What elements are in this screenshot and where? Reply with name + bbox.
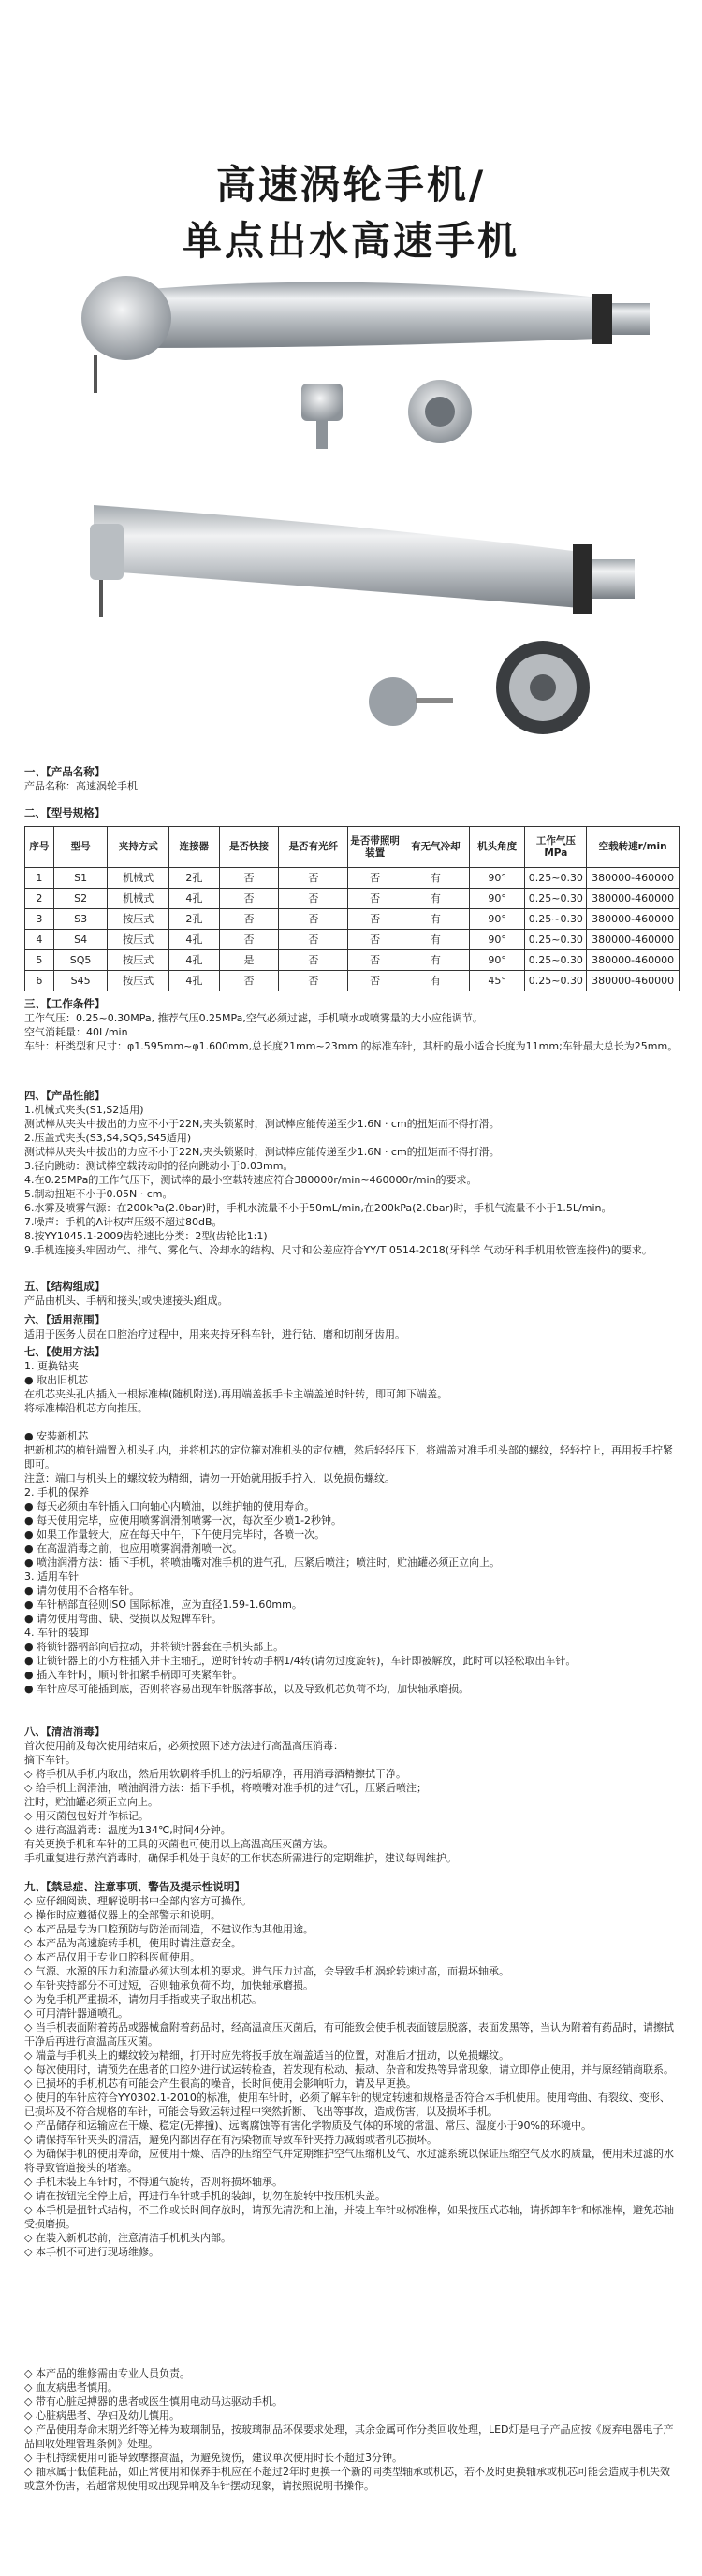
cell: 0.25~0.30 [525, 950, 587, 971]
sec7-line: ● 喷油润滑方法：插下手机，将喷油嘴对准手机的进气孔，压紧后喷注；喷注时，贮油罐必须正立向上。 [24, 1556, 501, 1569]
sec6-text: 适用于医务人员在口腔治疗过程中，用来夹持牙科车针，进行钻、磨和切削牙齿用。 [24, 1328, 405, 1340]
bur-stub-2 [99, 580, 103, 617]
spec-table-header [25, 827, 680, 868]
cell: 90° [469, 889, 525, 909]
cartridge-part-2 [408, 380, 472, 443]
cell: 380000-460000 [587, 950, 680, 971]
sec9-line: ◇ 车针夹持部分不可过短，否则轴承负荷不均，加快轴承磨损。 [24, 1979, 314, 1991]
cell: 90° [469, 930, 525, 950]
th-light: 是否带照明装置 [348, 827, 402, 868]
bur-stub [94, 355, 97, 393]
cell: 3 [25, 909, 54, 930]
cell: 有 [402, 868, 469, 889]
sec9-line: ◇ 本手机是扭针式结构，不工作或长时间存放时，请预先清洗和上油，并装上车针或标准棒，如果按压式芯轴，请拆卸车针和标准棒，避免芯轴受损磨损。 [24, 2204, 674, 2230]
sec7-spacer [24, 1415, 680, 1429]
sec6-heading: 六、【适用范围】 [24, 1313, 106, 1326]
cell: 4孔 [169, 971, 219, 991]
cell: 2 [25, 889, 54, 909]
cell: 0.25~0.30 [525, 868, 587, 889]
cell: 按压式 [108, 950, 169, 971]
cartridge-detail [369, 677, 453, 726]
th-quick: 是否快接 [219, 827, 279, 868]
sec7-line: ● 请勿使用不合格车针。 [24, 1585, 140, 1597]
sec3-heading: 三、【工作条件】 [24, 997, 106, 1010]
sec9-line: ◇ 已损坏的手机机芯有可能会产生很高的噪音，长时间使用会影响听力，请及早更换。 [24, 2077, 417, 2090]
cell: 有 [402, 930, 469, 950]
section-spec [24, 801, 680, 991]
cell: S4 [53, 930, 108, 950]
cell: 0.25~0.30 [525, 971, 587, 991]
sec9-line: ◇ 请保持车针夹头的清洁，避免内部因存在有污染物而导致车针夹持力减弱或者机芯损坏。 [24, 2134, 437, 2146]
sec7-line: ● 插入车针时，顺时针扣紧手柄即可夹紧车针。 [24, 1669, 243, 1681]
sec3-line: 工作气压：0.25~0.30MPa, 推荐气压0.25MPa,空气必须过滤，手机喷水或喷雾量的大小应能调节。 [24, 1012, 483, 1024]
cell: 否 [348, 930, 402, 950]
sec9-line: ◇ 本手机不可进行现场维修。 [24, 2246, 159, 2258]
sec7-line: 1. 更换钻夹 [24, 1360, 79, 1372]
cartridge-part-1 [301, 384, 343, 449]
handpiece-head [81, 276, 171, 360]
table-row [25, 950, 680, 971]
sec9-line: ◇ 可用清针器通喷孔。 [24, 2007, 128, 2019]
spec-table [24, 826, 680, 991]
sec9-line: ◇ 本产品仅用于专业口腔科医师使用。 [24, 1951, 200, 1963]
sec8-line: 手机重复进行蒸汽消毒时，确保手机处于良好的工作状态所需进行的定期维护，建议每周维护。 [24, 1852, 457, 1864]
section-structure [24, 1274, 680, 1341]
cell: 6 [25, 971, 54, 991]
sec7-line: ● 如果工作量较大，应在每天中午，下午使用完毕时，各喷一次。 [24, 1528, 326, 1541]
sec8-line: 摘下车针。 [24, 1754, 76, 1766]
cell: 否 [279, 889, 348, 909]
cell: 机械式 [108, 868, 169, 889]
sec9-line: ◇ 操作时应遵循仪器上的全部警示和说明。 [24, 1909, 221, 1921]
sec9-line: ◇ 本产品是专为口腔预防与防治而制造，不建议作为其他用途。 [24, 1923, 314, 1935]
sec8-line: ◇ 进行高温消毒：温度为134℃,时间4分钟。 [24, 1824, 231, 1836]
connector-end [612, 303, 650, 335]
th-connector: 连接器 [169, 827, 219, 868]
sec9-line: ◇ 使用的车针应符合YY0302.1-2010的标准，使用车针时，必须了解车针的规定转速和规格是否符合本手机使用。使用弯曲、有裂纹、变形、已损坏及不符合规格的车针，可能会导致运转过程中突然折断、飞出等事故，造成伤害，以及损坏手机。 [24, 2091, 670, 2118]
cell: 380000-460000 [587, 930, 680, 950]
cell: SQ5 [53, 950, 108, 971]
sec10-line: ◇ 本产品的维修需由专业人员负责。 [24, 2367, 190, 2380]
cell: 1 [25, 868, 54, 889]
cell: 0.25~0.30 [525, 889, 587, 909]
cell: 否 [219, 909, 279, 930]
sec4-line: 7.噪声：手机的A计权声压级不超过80dB。 [24, 1216, 223, 1228]
sec9-line: ◇ 每次使用时，请预先在患者的口腔外进行试运转检查，若发现有松动、振动、杂音和发热等异常现象，请立即停止使用，并与原经销商联系。 [24, 2063, 674, 2076]
sec4-line: 3.径向跳动：测试棒空载转动时的径向跳动小于0.03mm。 [24, 1160, 294, 1172]
section-cleaning [24, 1719, 680, 1865]
handle-body-2 [94, 505, 580, 608]
sec7-line: 把新机芯的植针端置入机头孔内，并将机芯的定位箍对准机头的定位槽，然后轻轻压下，将端盖对准手机头部的螺纹，轻轻拧上，再用扳手拧紧即可。 [24, 1444, 673, 1470]
section-warnings [24, 1874, 680, 2259]
cell: 否 [348, 909, 402, 930]
cell: S1 [53, 868, 108, 889]
cell: S3 [53, 909, 108, 930]
cell: S45 [53, 971, 108, 991]
sec9-line: ◇ 应仔细阅读、理解说明书中全部内容方可操作。 [24, 1895, 252, 1907]
cell: 否 [348, 889, 402, 909]
sec7-line: ● 请勿使用弯曲、缺、受损以及短牌车针。 [24, 1613, 223, 1625]
cell: 90° [469, 868, 525, 889]
cell: 0.25~0.30 [525, 930, 587, 950]
sec7-line: 4. 车针的装卸 [24, 1627, 89, 1639]
sec3-line: 车针：杆类型和尺寸：φ1.595mm~φ1.600mm,总长度21mm~23mm 的标准车针，其杆的最小适合长度为11mm;车针最大总长为25mm。 [24, 1040, 679, 1052]
sec4-heading: 四、【产品性能】 [24, 1089, 106, 1102]
cell: 90° [469, 950, 525, 971]
cell: 有 [402, 889, 469, 909]
sec7-line: 2. 手机的保养 [24, 1486, 89, 1498]
th-model: 型号 [53, 827, 108, 868]
cell: 90° [469, 909, 525, 930]
section-additional-notes [24, 2366, 680, 2493]
sec10-line: ◇ 轴承属于低值耗品，如正常使用和保养手机应在不超过2年时更换一个新的同类型轴承或机芯，若不及时更换轴承或机芯可能会造成手机失效或意外伤害，若超常规使用或出现异响及车针摆动现象，请按照说明书操作。 [24, 2466, 670, 2492]
cell: 按压式 [108, 971, 169, 991]
th-speed: 空载转速r/min [587, 827, 680, 868]
sec4-line: 8.按YY1045.1-2009齿轮速比分类：2型(齿轮比1:1) [24, 1230, 268, 1242]
sec9-line: ◇ 产品储存和运输应在干燥、稳定(无摔撞)、远离腐蚀等有害化学物质及气体的环境的常温、常压、湿度小于90%的环境中。 [24, 2120, 592, 2132]
sec9-line: ◇ 端盖与手机头上的螺纹较为精细，打开时应先将扳手放在端盖适当的位置，对准后才扭动，以免损螺纹。 [24, 2049, 509, 2062]
cell: 否 [279, 930, 348, 950]
cell: 否 [348, 868, 402, 889]
sec9-line: ◇ 为确保手机的使用寿命，应使用干燥、洁净的压缩空气并定期维护空气压缩机及气、水过滤系统以保证压缩空气及水的质量，使用未过滤的水将导致管道接头的堵塞。 [24, 2148, 674, 2174]
sec4-line: 1.机械式夹头(S1,S2适用) [24, 1104, 144, 1116]
cell: 否 [348, 950, 402, 971]
handle-body [140, 282, 599, 348]
sec7-line: ● 车针应尽可能插到底，否则将容易出现车针脱落事故，以及导致机芯负荷不均，加快轴承磨损。 [24, 1683, 470, 1695]
cell: 45° [469, 971, 525, 991]
sec9-line: ◇ 请在按钮完全停止后，再进行车针或手机的装卸，切勿在旋转中按压机头盖。 [24, 2190, 386, 2202]
sec4-line: 2.压盖式夹头(S3,S4,SQ5,S45适用) [24, 1132, 192, 1144]
table-row [25, 868, 680, 889]
th-fiber: 是否有光纤 [279, 827, 348, 868]
cell: 否 [348, 971, 402, 991]
cell: 否 [219, 971, 279, 991]
connector-end-2 [592, 559, 635, 599]
sec3-line: 空气消耗量：40L/min [24, 1026, 128, 1038]
page-title-line1: 高速涡轮手机/ [215, 162, 487, 208]
cell: 否 [279, 909, 348, 930]
cell: 有 [402, 971, 469, 991]
cell: 有 [402, 909, 469, 930]
table-row [25, 930, 680, 950]
cell: 380000-460000 [587, 868, 680, 889]
section-usage [24, 1339, 680, 1696]
th-angle: 机头角度 [469, 827, 525, 868]
section-performance [24, 1083, 680, 1257]
sec8-line: ◇ 给手机上润滑油，喷油润滑方法：插下手机，将喷嘴对准手机的进气孔，压紧后喷注； [24, 1782, 427, 1794]
cell: 是 [219, 950, 279, 971]
section-product-name [24, 760, 680, 793]
th-no: 序号 [25, 827, 54, 868]
sec9-line: ◇ 在装入新机芯前，注意清洁手机机头内部。 [24, 2232, 231, 2244]
cell: 机械式 [108, 889, 169, 909]
sec8-line: ◇ 用灭菌包包好并作标记。 [24, 1810, 149, 1822]
head-block [90, 524, 124, 580]
sec10-line: ◇ 血友病患者慎用。 [24, 2381, 118, 2394]
connector-ring-2 [573, 544, 592, 614]
sec1-heading: 一、【产品名称】 [24, 765, 106, 778]
th-clamp: 夹持方式 [108, 827, 169, 868]
sec7-line: ● 让锁针器上的小方柱插入并卡主轴孔，逆时针转动手柄1/4转(请勿过度旋转)，车针即被解放，此时可以轻松取出车针。 [24, 1655, 577, 1667]
sec10-line: ◇ 产品使用寿命末期光纤等光棒为玻璃制品，按玻璃制品环保要求处理，其余金属可作分类回收处理，LED灯是电子产品应按《废弃电器电子产品回收处理管理条例》处理。 [24, 2424, 674, 2450]
sec7-line: 注意：端口与机头上的螺纹较为精细，请勿一开始就用扳手拧入，以免损伤螺纹。 [24, 1472, 395, 1484]
cell: 否 [279, 971, 348, 991]
sec7-line: ● 车针柄部直径则ISO 国际标准，应为直径1.59-1.60mm。 [24, 1599, 302, 1611]
sec9-line: ◇ 为免手机严重损坏，请勿用手指或夹子取出机芯。 [24, 1993, 262, 2005]
sec1-text: 产品名称：高速涡轮手机 [24, 780, 138, 792]
cell: 5 [25, 950, 54, 971]
sec7-line: ● 每天必须由车针插入口向轴心内喷油，以维护轴的使用寿命。 [24, 1500, 315, 1512]
cell: 否 [279, 868, 348, 889]
sec10-line: ◇ 心脏病患者、孕妇及幼儿慎用。 [24, 2410, 180, 2422]
page-title-line2: 单点出水高速手机 [182, 218, 519, 264]
sec4-line: 9.手机连接头牢固动气、排气、雾化气、冷却水的结构、尺寸和公差应符合YY/T 0514-2018(牙科学 气动牙科手机用软管连接件)的要求。 [24, 1244, 652, 1256]
sec8-heading: 八、【清洁消毒】 [24, 1725, 106, 1738]
head-closeup [496, 641, 590, 734]
sec7-line: 3. 适用车针 [24, 1570, 79, 1583]
title-block [0, 157, 702, 269]
cell: 按压式 [108, 930, 169, 950]
sec7-line: 将标准棒沿机芯方向推压。 [24, 1402, 148, 1414]
sec7-line: ● 取出旧机芯 [24, 1374, 89, 1386]
sec8-line: 首次使用前及每次使用结束后，必须按照下述方法进行高温高压消毒： [24, 1740, 344, 1752]
table-row [25, 909, 680, 930]
handpiece-photo-2 [0, 486, 702, 739]
sec7-line: ● 安装新机芯 [24, 1430, 89, 1442]
cell: 按压式 [108, 909, 169, 930]
sec9-line: ◇ 手机未装上车针时，不得通气旋转，否则将损坏轴承。 [24, 2176, 283, 2188]
cell: 380000-460000 [587, 889, 680, 909]
cell: 否 [219, 930, 279, 950]
sec9-line: ◇ 本产品为高速旋转手机，使用时请注意安全。 [24, 1937, 241, 1949]
sec4-line: 6.水雾及喷雾气源：在200kPa(2.0bar)时，手机水流量不小于50mL/min,在200kPa(2.0bar)时，手机气流量不小于1.5L/min。 [24, 1202, 612, 1214]
table-row [25, 971, 680, 991]
sec4-line: 测试棒从夹头中拔出的力应不小于22N,夹头锁紧时，测试棒应能传递至少1.6N · cm的扭矩而不得打滑。 [24, 1146, 500, 1158]
sec10-line: ◇ 手机持续使用可能导致摩擦高温，为避免烫伤，建议单次使用时长不超过3分钟。 [24, 2452, 402, 2464]
sec9-line: ◇ 当手机表面附着药品或器械盒附着药品时，经高温高压灭菌后，有可能致会使手机表面镀层脱落，表面发黑等，当认为附着有药品时，请擦拭干净后再进行高温高压灭菌。 [24, 2021, 674, 2048]
connector-ring [592, 294, 612, 344]
sec8-line: 有关更换手机和车针的工具的灭菌也可使用以上高温高压灭菌方法。 [24, 1838, 333, 1850]
cell: 否 [279, 950, 348, 971]
cell: 4 [25, 930, 54, 950]
sec7-heading: 七、【使用方法】 [24, 1345, 106, 1358]
cell: 2孔 [169, 868, 219, 889]
sec2-heading: 二、【型号规格】 [24, 806, 106, 819]
cell: 否 [219, 889, 279, 909]
sec4-line: 4.在0.25MPa的工作气压下，测试棒的最小空载转速应符合380000r/min~460000r/min的要求。 [24, 1174, 477, 1186]
cell: 否 [219, 868, 279, 889]
th-air-cool: 有无气冷却 [402, 827, 469, 868]
sec8-line: ◇ 将手机从手机内取出，然后用软刷将手机上的污垢刷净，再用消毒酒精擦拭干净。 [24, 1768, 406, 1780]
section-working-conditions [24, 991, 680, 1053]
sec4-line: 测试棒从夹头中拔出的力应不小于22N,夹头锁紧时，测试棒应能传递至少1.6N · cm的扭矩而不得打滑。 [24, 1118, 500, 1130]
handpiece-photo-1 [0, 271, 702, 458]
cell: 4孔 [169, 930, 219, 950]
cell: 2孔 [169, 909, 219, 930]
cell: S2 [53, 889, 108, 909]
cell: 380000-460000 [587, 971, 680, 991]
cell: 4孔 [169, 950, 219, 971]
cell: 有 [402, 950, 469, 971]
sec5-text: 产品由机头、手柄和接头(或快速接头)组成。 [24, 1295, 228, 1307]
sec7-line: ● 在高温消毒之前，也应用喷雾润滑剂喷一次。 [24, 1542, 243, 1555]
sec7-line: 在机芯夹头孔内插入一根标准棒(随机附送),再用端盖扳手卡主端盖逆时针转，即可卸下端盖。 [24, 1388, 448, 1400]
cell: 0.25~0.30 [525, 909, 587, 930]
sec9-heading: 九、【禁忌症、注意事项、警告及提示性说明】 [24, 1880, 245, 1893]
sec4-line: 5.制动扭矩不小于0.05N · cm。 [24, 1188, 173, 1200]
sec8-line: 注时，贮油罐必须正立向上。 [24, 1796, 158, 1808]
th-pressure: 工作气压MPa [525, 827, 587, 868]
sec5-heading: 五、【结构组成】 [24, 1280, 106, 1293]
sec7-line: ● 将锁针器柄部向后拉动，并将锁针器套在手机头部上。 [24, 1641, 285, 1653]
cell: 4孔 [169, 889, 219, 909]
cell: 380000-460000 [587, 909, 680, 930]
sec9-line: ◇ 气源、水源的压力和流量必须达到本机的要求。进气压力过高，会导致手机涡轮转速过高，而损坏轴承。 [24, 1965, 509, 1977]
sec7-line: ● 每天使用完毕，应使用喷雾润滑剂喷雾一次，每次至少喷1-2秒钟。 [24, 1514, 343, 1527]
table-row [25, 889, 680, 909]
sec10-line: ◇ 带有心脏起搏器的患者或医生慎用电动马达驱动手机。 [24, 2395, 283, 2408]
